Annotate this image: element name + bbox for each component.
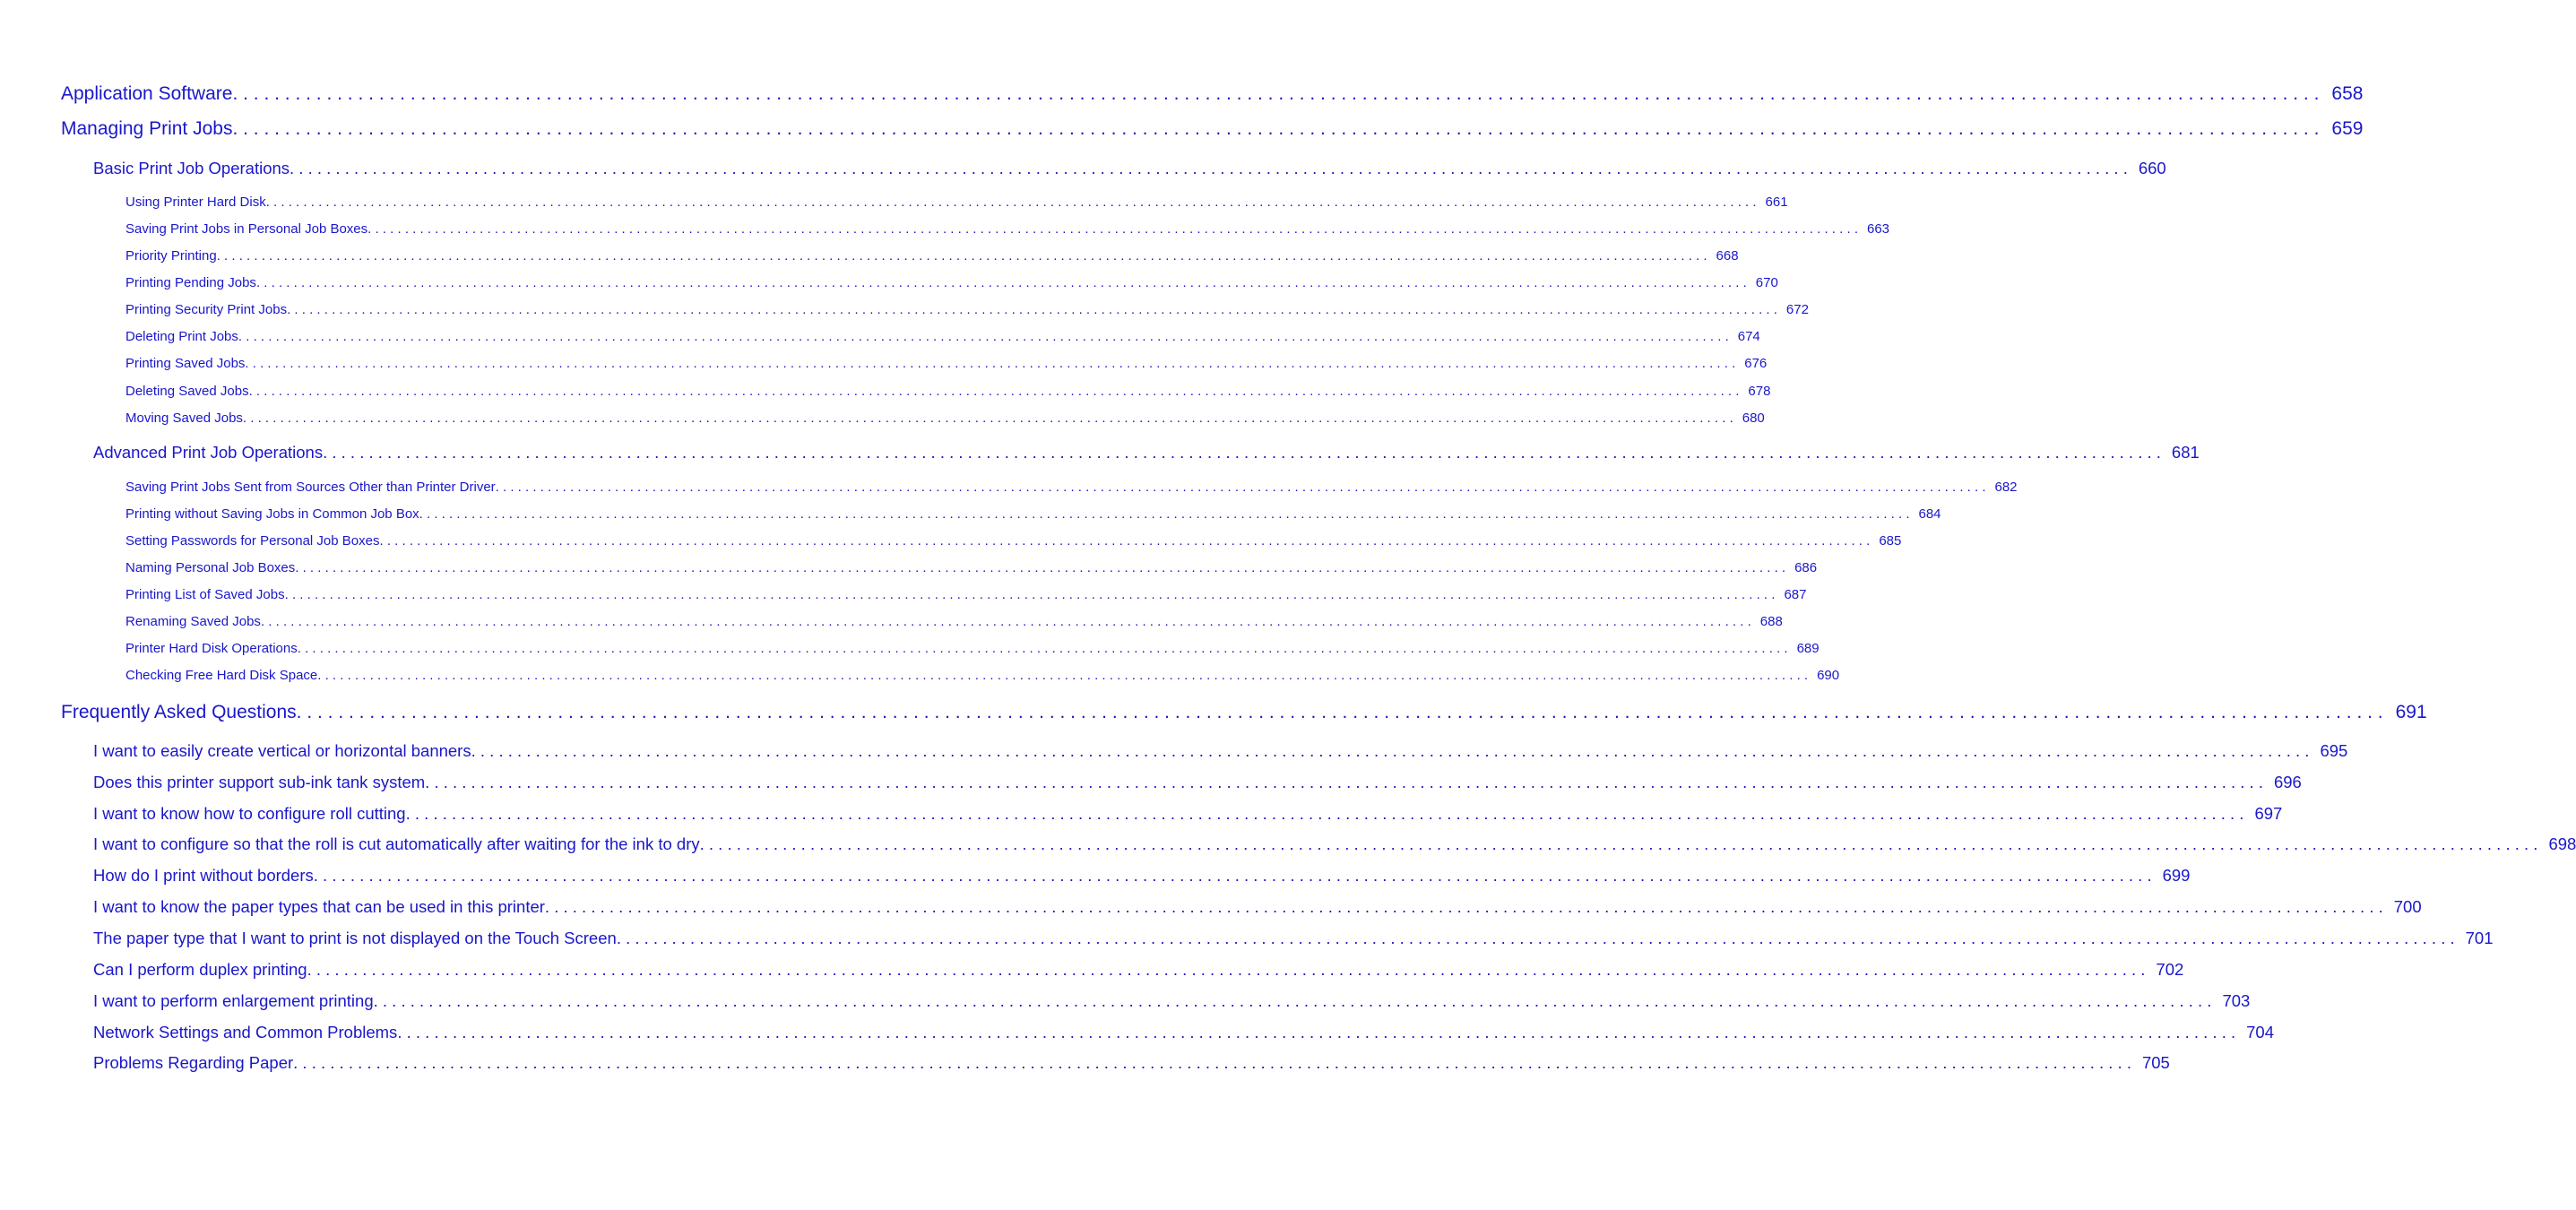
toc-entry-faq-roll-cutting[interactable]: [93, 804, 2283, 825]
toc-leader-dots: . . . . . . . . . . . . . . . . . . . . . . . . . . . . . . . . . . . . . . . . . . . . . . . . . . . . . . . . . . . . . . . . . . . . . . . . . . . . . . . . . . . . . . . . . . . . . . . . . . . . . . . . . . . . . . . . . . . . . . . . . . . . . . . . . . . . . . . . . . . . . . . . . . . . . . . . . . . . . . . . . . . . . . . . . . . . . . . . . . . . . . . . . . . . . . . . . . . . . . . .: [367, 221, 1858, 237]
toc-entry-title: Printing Pending Jobs: [125, 275, 256, 290]
toc-entry-priority-printing[interactable]: [125, 248, 1739, 266]
toc-entry-printing-saved-jobs[interactable]: [125, 356, 1768, 374]
toc-entry-saving-print-jobs-other-sources[interactable]: [125, 480, 2018, 497]
toc-leader-dots: . . . . . . . . . . . . . . . . . . . . . . . . . . . . . . . . . . . . . . . . . . . . . . . . . . . . . . . . . . . . . . . . . . . . . . . . . . . . . . . . . . . . . . . . . . . . . . . . . . . . . . . . . . . . . . . . . . . . . . . . . . . . . . . . . . . . . . . . . . . . . . . . . . . . . . . . . . . . . . . . . . . . . . . . . . . . . . . . . . . . . . . . . . . . . . . . . . . . . . . .: [323, 443, 2161, 462]
toc-entry-page: 687: [1784, 587, 1807, 602]
toc-entry-page: 670: [1755, 275, 1778, 290]
toc-leader-dots: . . . . . . . . . . . . . . . . . . . . . . . . . . . . . . . . . . . . . . . . . . . . . . . . . . . . . . . . . . . . . . . . . . . . . . . . . . . . . . . . . . . . . . . . . . . . . . . . . . . . . . . . . . . . . . . . . . . . . . . . . . . . . . . . . . . . . . . . . . . . . . . . . . . . . . . . . . . . . . . . . . . . . . . . . . . . . . . . . . . . . . . . . . . . . . . . . . . . . . . .: [307, 960, 2146, 979]
toc-entry-page: 704: [2246, 1023, 2275, 1041]
toc-entry-title: Using Printer Hard Disk: [125, 194, 266, 210]
toc-leader-dots: . . . . . . . . . . . . . . . . . . . . . . . . . . . . . . . . . . . . . . . . . . . . . . . . . . . . . . . . . . . . . . . . . . . . . . . . . . . . . . . . . . . . . . . . . . . . . . . . . . . . . . . . . . . . . . . . . . . . . . . . . . . . . . . . . . . . . . . . . . . . . . . . . . . . . . . . . . . . . . . . . . . . . . . . . . . . . . . . . . . . . . . . . . . . . . . . . . . . . . . .: [373, 991, 2212, 1010]
toc-leader-dots: . . . . . . . . . . . . . . . . . . . . . . . . . . . . . . . . . . . . . . . . . . . . . . . . . . . . . . . . . . . . . . . . . . . . . . . . . . . . . . . . . . . . . . . . . . . . . . . . . . . . . . . . . . . . . . . . . . . . . . . . . . . . . . . . . . . . . . . . . . . . . . . . . . . . . . . . . . . . . . . . . . . . . . . . . . . . . . . . . . . . . . . . . . . . . . . . . . . . . . . .: [287, 302, 1777, 317]
toc-entry-page: 674: [1737, 329, 1760, 344]
toc-leader-dots: . . . . . . . . . . . . . . . . . . . . . . . . . . . . . . . . . . . . . . . . . . . . . . . . . . . . . . . . . . . . . . . . . . . . . . . . . . . . . . . . . . . . . . . . . . . . . . . . . . . . . . . . . . . . . . . . . . . . . . . . . . . . . . . . . . . . . . . . . . . . . . . . . . . . . . . . . . . . . . . . . . . . . . . . . . . . . . . . . . . . . . . . . . . . . . . . . . . . . . . .: [544, 897, 2383, 916]
toc-entry-page: 678: [1748, 384, 1771, 399]
toc-entry-page: 688: [1759, 614, 1783, 629]
toc-entry-title: Deleting Print Jobs: [125, 329, 238, 344]
toc-entry-page: 658: [2331, 83, 2364, 104]
toc-entry-page: 701: [2465, 929, 2494, 947]
toc-entry-title: Printing without Saving Jobs in Common Job Box: [125, 506, 419, 522]
toc-entry-title: Saving Print Jobs Sent from Sources Other than Printer Driver: [125, 480, 496, 495]
toc-entry-title: Saving Print Jobs in Personal Job Boxes: [125, 221, 368, 237]
toc-entry-faq-problems-paper[interactable]: [93, 1053, 2170, 1075]
toc-leader-dots: . . . . . . . . . . . . . . . . . . . . . . . . . . . . . . . . . . . . . . . . . . . . . . . . . . . . . . . . . . . . . . . . . . . . . . . . . . . . . . . . . . . . . . . . . . . . . . . . . . . . . . . . . . . . . . . . . . . . . . . . . . . . . . . . . . . . . . . . . . . . . . . . . . . . . . . . . . . . . . . . . . . . . . . . . . . . . . . . . . . . . . . . . . . . . . . . . . . . . . . .: [232, 118, 2320, 139]
toc-entry-title: I want to know the paper types that can be used in this printer: [93, 897, 545, 916]
toc-leader-dots: . . . . . . . . . . . . . . . . . . . . . . . . . . . . . . . . . . . . . . . . . . . . . . . . . . . . . . . . . . . . . . . . . . . . . . . . . . . . . . . . . . . . . . . . . . . . . . . . . . . . . . . . . . . . . . . . . . . . . . . . . . . . . . . . . . . . . . . . . . . . . . . . . . . . . . . . . . . . . . . . . . . . . . . . . . . . . . . . . . . . . . . . . . . . . . . . . . . . . . . .: [616, 929, 2455, 947]
toc-leader-dots: . . . . . . . . . . . . . . . . . . . . . . . . . . . . . . . . . . . . . . . . . . . . . . . . . . . . . . . . . . . . . . . . . . . . . . . . . . . . . . . . . . . . . . . . . . . . . . . . . . . . . . . . . . . . . . . . . . . . . . . . . . . . . . . . . . . . . . . . . . . . . . . . . . . . . . . . . . . . . . . . . . . . . . . . . . . . . . . . . . . . . . . . . . . . . . . . . . . . . . . .: [425, 773, 2263, 791]
toc-entry-naming-personal-job-boxes[interactable]: [125, 560, 1818, 578]
toc-entry-faq-paper-types[interactable]: [93, 897, 2422, 919]
toc-leader-dots: . . . . . . . . . . . . . . . . . . . . . . . . . . . . . . . . . . . . . . . . . . . . . . . . . . . . . . . . . . . . . . . . . . . . . . . . . . . . . . . . . . . . . . . . . . . . . . . . . . . . . . . . . . . . . . . . . . . . . . . . . . . . . . . . . . . . . . . . . . . . . . . . . . . . . . . . . . . . . . . . . . . . . . . . . . . . . . . . . . . . . . . . . . . . . . . . . . . . . . . .: [379, 533, 1871, 549]
toc-entry-renaming-saved-jobs[interactable]: [125, 614, 1783, 632]
toc-entry-page: 703: [2222, 991, 2251, 1010]
toc-entry-title: Printer Hard Disk Operations: [125, 641, 298, 656]
toc-entry-page: 681: [2171, 443, 2200, 462]
toc-entry-title: Problems Regarding Paper: [93, 1053, 294, 1072]
toc-entry-page: 682: [1994, 480, 2018, 495]
toc-entry-title: I want to perform enlargement printing: [93, 991, 374, 1010]
toc-entry-basic-print-job-operations[interactable]: [93, 159, 2166, 180]
toc-entry-page: 696: [2273, 773, 2302, 791]
toc-entry-page: 695: [2320, 741, 2348, 760]
toc-entry-checking-free-hard-disk-space[interactable]: [125, 668, 1840, 686]
toc-entry-page: 668: [1716, 248, 1739, 264]
toc-leader-dots: . . . . . . . . . . . . . . . . . . . . . . . . . . . . . . . . . . . . . . . . . . . . . . . . . . . . . . . . . . . . . . . . . . . . . . . . . . . . . . . . . . . . . . . . . . . . . . . . . . . . . . . . . . . . . . . . . . . . . . . . . . . . . . . . . . . . . . . . . . . . . . . . . . . . . . . . . . . . . . . . . . . . . . . . . . . . . . . . . . . . . . . . . . . . . . . . . . . . . . . .: [419, 506, 1910, 522]
toc-leader-dots: . . . . . . . . . . . . . . . . . . . . . . . . . . . . . . . . . . . . . . . . . . . . . . . . . . . . . . . . . . . . . . . . . . . . . . . . . . . . . . . . . . . . . . . . . . . . . . . . . . . . . . . . . . . . . . . . . . . . . . . . . . . . . . . . . . . . . . . . . . . . . . . . . . . . . . . . . . . . . . . . . . . . . . . . . . . . . . . . . . . . . . . . . . . . . . . . . . . . . . . .: [255, 275, 1747, 290]
toc-entry-title: Network Settings and Common Problems: [93, 1023, 398, 1041]
toc-entry-page: 700: [2393, 897, 2422, 916]
toc-entry-deleting-saved-jobs[interactable]: [125, 384, 1771, 402]
toc-leader-dots: . . . . . . . . . . . . . . . . . . . . . . . . . . . . . . . . . . . . . . . . . . . . . . . . . . . . . . . . . . . . . . . . . . . . . . . . . . . . . . . . . . . . . . . . . . . . . . . . . . . . . . . . . . . . . . . . . . . . . . . . . . . . . . . . . . . . . . . . . . . . . . . . . . . . . . . . . . . . . . . . . . . . . . . . . . . . . . . . . . . . . . . . . . . . . . . . . . . . . . . .: [699, 834, 2538, 853]
toc-entry-title: Does this printer support sub-ink tank system: [93, 773, 426, 791]
toc-entry-page: 702: [2156, 960, 2184, 979]
toc-entry-page: 698: [2548, 834, 2576, 853]
toc-entry-title: How do I print without borders: [93, 866, 314, 885]
toc-leader-dots: . . . . . . . . . . . . . . . . . . . . . . . . . . . . . . . . . . . . . . . . . . . . . . . . . . . . . . . . . . . . . . . . . . . . . . . . . . . . . . . . . . . . . . . . . . . . . . . . . . . . . . . . . . . . . . . . . . . . . . . . . . . . . . . . . . . . . . . . . . . . . . . . . . . . . . . . . . . . . . . . . . . . . . . . . . . . . . . . . . . . . . . . . . . . . . . . . . . . . . . .: [290, 159, 2128, 177]
toc-leader-dots: . . . . . . . . . . . . . . . . . . . . . . . . . . . . . . . . . . . . . . . . . . . . . . . . . . . . . . . . . . . . . . . . . . . . . . . . . . . . . . . . . . . . . . . . . . . . . . . . . . . . . . . . . . . . . . . . . . . . . . . . . . . . . . . . . . . . . . . . . . . . . . . . . . . . . . . . . . . . . . . . . . . . . . . . . . . . . . . . . . . . . . . . . . . . . . . . . . . . . . . .: [397, 1023, 2236, 1041]
toc-leader-dots: . . . . . . . . . . . . . . . . . . . . . . . . . . . . . . . . . . . . . . . . . . . . . . . . . . . . . . . . . . . . . . . . . . . . . . . . . . . . . . . . . . . . . . . . . . . . . . . . . . . . . . . . . . . . . . . . . . . . . . . . . . . . . . . . . . . . . . . . . . . . . . . . . . . . . . . . . . . . . . . . . . . . . . . . . . . . . . . . . . . . . . . . . . . . . . . . . . . . . . . .: [242, 411, 1733, 426]
toc-entry-moving-saved-jobs[interactable]: [125, 411, 1765, 428]
toc-leader-dots: . . . . . . . . . . . . . . . . . . . . . . . . . . . . . . . . . . . . . . . . . . . . . . . . . . . . . . . . . . . . . . . . . . . . . . . . . . . . . . . . . . . . . . . . . . . . . . . . . . . . . . . . . . . . . . . . . . . . . . . . . . . . . . . . . . . . . . . . . . . . . . . . . . . . . . . . . . . . . . . . . . . . . . . . . . . . . . . . . . . . . . . . . . . . . . . . . . . . . . . .: [296, 702, 2383, 722]
toc-entry-page: 684: [1918, 506, 1941, 522]
toc-leader-dots: . . . . . . . . . . . . . . . . . . . . . . . . . . . . . . . . . . . . . . . . . . . . . . . . . . . . . . . . . . . . . . . . . . . . . . . . . . . . . . . . . . . . . . . . . . . . . . . . . . . . . . . . . . . . . . . . . . . . . . . . . . . . . . . . . . . . . . . . . . . . . . . . . . . . . . . . . . . . . . . . . . . . . . . . . . . . . . . . . . . . . . . . . . . . . . . . . . . . . . . .: [295, 560, 1786, 575]
toc-entry-page: 690: [1817, 668, 1840, 683]
toc-entry-faq-network-settings[interactable]: [93, 1023, 2275, 1044]
toc-entry-title: Application Software: [61, 83, 233, 104]
toc-entry-title: Renaming Saved Jobs: [125, 614, 261, 629]
toc-entry-using-printer-hard-disk[interactable]: [125, 194, 1788, 212]
toc-entry-saving-print-jobs-personal[interactable]: [125, 221, 1890, 239]
toc-entry-title: I want to easily create vertical or horizontal banners: [93, 741, 471, 760]
toc-entry-title: Printing List of Saved Jobs: [125, 587, 285, 602]
toc-leader-dots: . . . . . . . . . . . . . . . . . . . . . . . . . . . . . . . . . . . . . . . . . . . . . . . . . . . . . . . . . . . . . . . . . . . . . . . . . . . . . . . . . . . . . . . . . . . . . . . . . . . . . . . . . . . . . . . . . . . . . . . . . . . . . . . . . . . . . . . . . . . . . . . . . . . . . . . . . . . . . . . . . . . . . . . . . . . . . . . . . . . . . . . . . . . . . . . . . . . . . . . .: [232, 83, 2320, 104]
toc-entry-frequently-asked-questions[interactable]: [61, 702, 2427, 725]
toc-entry-title: Advanced Print Job Operations: [93, 443, 324, 462]
toc-entry-faq-paper-type-not-displayed[interactable]: [93, 929, 2494, 950]
toc-entry-faq-auto-cut-after-ink-dry[interactable]: [93, 834, 2576, 856]
toc-entry-page: 691: [2395, 702, 2427, 722]
toc-leader-dots: . . . . . . . . . . . . . . . . . . . . . . . . . . . . . . . . . . . . . . . . . . . . . . . . . . . . . . . . . . . . . . . . . . . . . . . . . . . . . . . . . . . . . . . . . . . . . . . . . . . . . . . . . . . . . . . . . . . . . . . . . . . . . . . . . . . . . . . . . . . . . . . . . . . . . . . . . . . . . . . . . . . . . . . . . . . . . . . . . . . . . . . . . . . . . . . . . . . . . . . .: [293, 1053, 2131, 1072]
toc-leader-dots: . . . . . . . . . . . . . . . . . . . . . . . . . . . . . . . . . . . . . . . . . . . . . . . . . . . . . . . . . . . . . . . . . . . . . . . . . . . . . . . . . . . . . . . . . . . . . . . . . . . . . . . . . . . . . . . . . . . . . . . . . . . . . . . . . . . . . . . . . . . . . . . . . . . . . . . . . . . . . . . . . . . . . . . . . . . . . . . . . . . . . . . . . . . . . . . . . . . . . . . .: [317, 668, 1809, 683]
toc-entry-managing-print-jobs[interactable]: [61, 118, 2364, 142]
toc-entry-title: Managing Print Jobs: [61, 118, 233, 139]
toc-entry-title: The paper type that I want to print is not displayed on the Touch Screen: [93, 929, 617, 947]
toc-entry-faq-duplex[interactable]: [93, 960, 2184, 981]
toc-entry-title: Setting Passwords for Personal Job Boxes: [125, 533, 380, 549]
toc-leader-dots: . . . . . . . . . . . . . . . . . . . . . . . . . . . . . . . . . . . . . . . . . . . . . . . . . . . . . . . . . . . . . . . . . . . . . . . . . . . . . . . . . . . . . . . . . . . . . . . . . . . . . . . . . . . . . . . . . . . . . . . . . . . . . . . . . . . . . . . . . . . . . . . . . . . . . . . . . . . . . . . . . . . . . . . . . . . . . . . . . . . . . . . . . . . . . . . . . . . . . . . .: [471, 741, 2310, 760]
toc-entry-page: 680: [1742, 411, 1765, 426]
toc-entry-printer-hard-disk-operations[interactable]: [125, 641, 1820, 659]
toc-entry-faq-borderless[interactable]: [93, 866, 2191, 887]
toc-leader-dots: . . . . . . . . . . . . . . . . . . . . . . . . . . . . . . . . . . . . . . . . . . . . . . . . . . . . . . . . . . . . . . . . . . . . . . . . . . . . . . . . . . . . . . . . . . . . . . . . . . . . . . . . . . . . . . . . . . . . . . . . . . . . . . . . . . . . . . . . . . . . . . . . . . . . . . . . . . . . . . . . . . . . . . . . . . . . . . . . . . . . . . . . . . . . . . . . . . . . . . . .: [284, 587, 1776, 602]
toc-entry-page: 659: [2331, 118, 2364, 139]
toc-leader-dots: . . . . . . . . . . . . . . . . . . . . . . . . . . . . . . . . . . . . . . . . . . . . . . . . . . . . . . . . . . . . . . . . . . . . . . . . . . . . . . . . . . . . . . . . . . . . . . . . . . . . . . . . . . . . . . . . . . . . . . . . . . . . . . . . . . . . . . . . . . . . . . . . . . . . . . . . . . . . . . . . . . . . . . . . . . . . . . . . . . . . . . . . . . . . . . . . . . . . . . . .: [495, 480, 1986, 495]
toc-leader-dots: . . . . . . . . . . . . . . . . . . . . . . . . . . . . . . . . . . . . . . . . . . . . . . . . . . . . . . . . . . . . . . . . . . . . . . . . . . . . . . . . . . . . . . . . . . . . . . . . . . . . . . . . . . . . . . . . . . . . . . . . . . . . . . . . . . . . . . . . . . . . . . . . . . . . . . . . . . . . . . . . . . . . . . . . . . . . . . . . . . . . . . . . . . . . . . . . . . . . . . . .: [405, 804, 2244, 823]
toc-entry-page: 663: [1866, 221, 1890, 237]
toc-entry-printing-without-saving-jobs[interactable]: [125, 506, 1941, 524]
toc-entry-faq-enlargement[interactable]: [93, 991, 2251, 1013]
toc-leader-dots: . . . . . . . . . . . . . . . . . . . . . . . . . . . . . . . . . . . . . . . . . . . . . . . . . . . . . . . . . . . . . . . . . . . . . . . . . . . . . . . . . . . . . . . . . . . . . . . . . . . . . . . . . . . . . . . . . . . . . . . . . . . . . . . . . . . . . . . . . . . . . . . . . . . . . . . . . . . . . . . . . . . . . . . . . . . . . . . . . . . . . . . . . . . . . . . . . . . . . . . .: [238, 329, 1729, 344]
toc-leader-dots: . . . . . . . . . . . . . . . . . . . . . . . . . . . . . . . . . . . . . . . . . . . . . . . . . . . . . . . . . . . . . . . . . . . . . . . . . . . . . . . . . . . . . . . . . . . . . . . . . . . . . . . . . . . . . . . . . . . . . . . . . . . . . . . . . . . . . . . . . . . . . . . . . . . . . . . . . . . . . . . . . . . . . . . . . . . . . . . . . . . . . . . . . . . . . . . . . . . . . . . .: [260, 614, 1751, 629]
toc-entry-printing-pending-jobs[interactable]: [125, 275, 1778, 293]
toc-entry-advanced-print-job-operations[interactable]: [93, 443, 2200, 464]
toc-leader-dots: . . . . . . . . . . . . . . . . . . . . . . . . . . . . . . . . . . . . . . . . . . . . . . . . . . . . . . . . . . . . . . . . . . . . . . . . . . . . . . . . . . . . . . . . . . . . . . . . . . . . . . . . . . . . . . . . . . . . . . . . . . . . . . . . . . . . . . . . . . . . . . . . . . . . . . . . . . . . . . . . . . . . . . . . . . . . . . . . . . . . . . . . . . . . . . . . . . . . . . . .: [216, 248, 1707, 264]
toc-entry-page: 699: [2162, 866, 2191, 885]
toc-entry-setting-passwords[interactable]: [125, 533, 1902, 551]
toc-leader-dots: . . . . . . . . . . . . . . . . . . . . . . . . . . . . . . . . . . . . . . . . . . . . . . . . . . . . . . . . . . . . . . . . . . . . . . . . . . . . . . . . . . . . . . . . . . . . . . . . . . . . . . . . . . . . . . . . . . . . . . . . . . . . . . . . . . . . . . . . . . . . . . . . . . . . . . . . . . . . . . . . . . . . . . . . . . . . . . . . . . . . . . . . . . . . . . . . . . . . . . . .: [297, 641, 1788, 656]
toc-entry-page: 697: [2254, 804, 2283, 823]
toc-entry-page: 661: [1765, 194, 1788, 210]
toc-entry-page: 689: [1796, 641, 1820, 656]
toc-entry-application-software[interactable]: [61, 83, 2364, 107]
toc-entry-title: I want to know how to configure roll cutting: [93, 804, 406, 823]
toc-entry-title: Moving Saved Jobs: [125, 411, 243, 426]
toc-entry-faq-banners[interactable]: [93, 741, 2348, 763]
toc-entry-page: 672: [1785, 302, 1809, 317]
toc-entry-title: I want to configure so that the roll is cut automatically after waiting for the ink to dry: [93, 834, 700, 853]
toc-entry-title: Deleting Saved Jobs: [125, 384, 249, 399]
toc-leader-dots: . . . . . . . . . . . . . . . . . . . . . . . . . . . . . . . . . . . . . . . . . . . . . . . . . . . . . . . . . . . . . . . . . . . . . . . . . . . . . . . . . . . . . . . . . . . . . . . . . . . . . . . . . . . . . . . . . . . . . . . . . . . . . . . . . . . . . . . . . . . . . . . . . . . . . . . . . . . . . . . . . . . . . . . . . . . . . . . . . . . . . . . . . . . . . . . . . . . . . . . .: [265, 194, 1757, 210]
toc-entry-title: Printing Security Print Jobs: [125, 302, 288, 317]
toc-entry-printing-list-saved-jobs[interactable]: [125, 587, 1807, 605]
toc-entry-title: Priority Printing: [125, 248, 217, 264]
toc-entry-title: Basic Print Job Operations: [93, 159, 290, 177]
toc-leader-dots: . . . . . . . . . . . . . . . . . . . . . . . . . . . . . . . . . . . . . . . . . . . . . . . . . . . . . . . . . . . . . . . . . . . . . . . . . . . . . . . . . . . . . . . . . . . . . . . . . . . . . . . . . . . . . . . . . . . . . . . . . . . . . . . . . . . . . . . . . . . . . . . . . . . . . . . . . . . . . . . . . . . . . . . . . . . . . . . . . . . . . . . . . . . . . . . . . . . . . . . .: [245, 356, 1736, 371]
toc-leader-dots: . . . . . . . . . . . . . . . . . . . . . . . . . . . . . . . . . . . . . . . . . . . . . . . . . . . . . . . . . . . . . . . . . . . . . . . . . . . . . . . . . . . . . . . . . . . . . . . . . . . . . . . . . . . . . . . . . . . . . . . . . . . . . . . . . . . . . . . . . . . . . . . . . . . . . . . . . . . . . . . . . . . . . . . . . . . . . . . . . . . . . . . . . . . . . . . . . . . . . . . .: [313, 866, 2152, 885]
toc-entry-page: 686: [1794, 560, 1818, 575]
toc-entry-page: 685: [1879, 533, 1902, 549]
toc-entry-deleting-print-jobs[interactable]: [125, 329, 1760, 347]
toc-entry-page: 660: [2138, 159, 2166, 177]
toc-entry-title: Printing Saved Jobs: [125, 356, 246, 371]
toc-entry-title: Naming Personal Job Boxes: [125, 560, 296, 575]
toc-entry-page: 676: [1744, 356, 1768, 371]
toc-entry-printing-security-print-jobs[interactable]: [125, 302, 1809, 320]
toc-entry-faq-sub-ink-tank[interactable]: [93, 773, 2302, 794]
toc-leader-dots: . . . . . . . . . . . . . . . . . . . . . . . . . . . . . . . . . . . . . . . . . . . . . . . . . . . . . . . . . . . . . . . . . . . . . . . . . . . . . . . . . . . . . . . . . . . . . . . . . . . . . . . . . . . . . . . . . . . . . . . . . . . . . . . . . . . . . . . . . . . . . . . . . . . . . . . . . . . . . . . . . . . . . . . . . . . . . . . . . . . . . . . . . . . . . . . . . . . . . . . .: [248, 384, 1740, 399]
toc-entry-page: 705: [2141, 1053, 2170, 1072]
toc-entry-title: Frequently Asked Questions: [61, 702, 297, 722]
toc-entry-title: Can I perform duplex printing: [93, 960, 307, 979]
toc-entry-title: Checking Free Hard Disk Space: [125, 668, 318, 683]
